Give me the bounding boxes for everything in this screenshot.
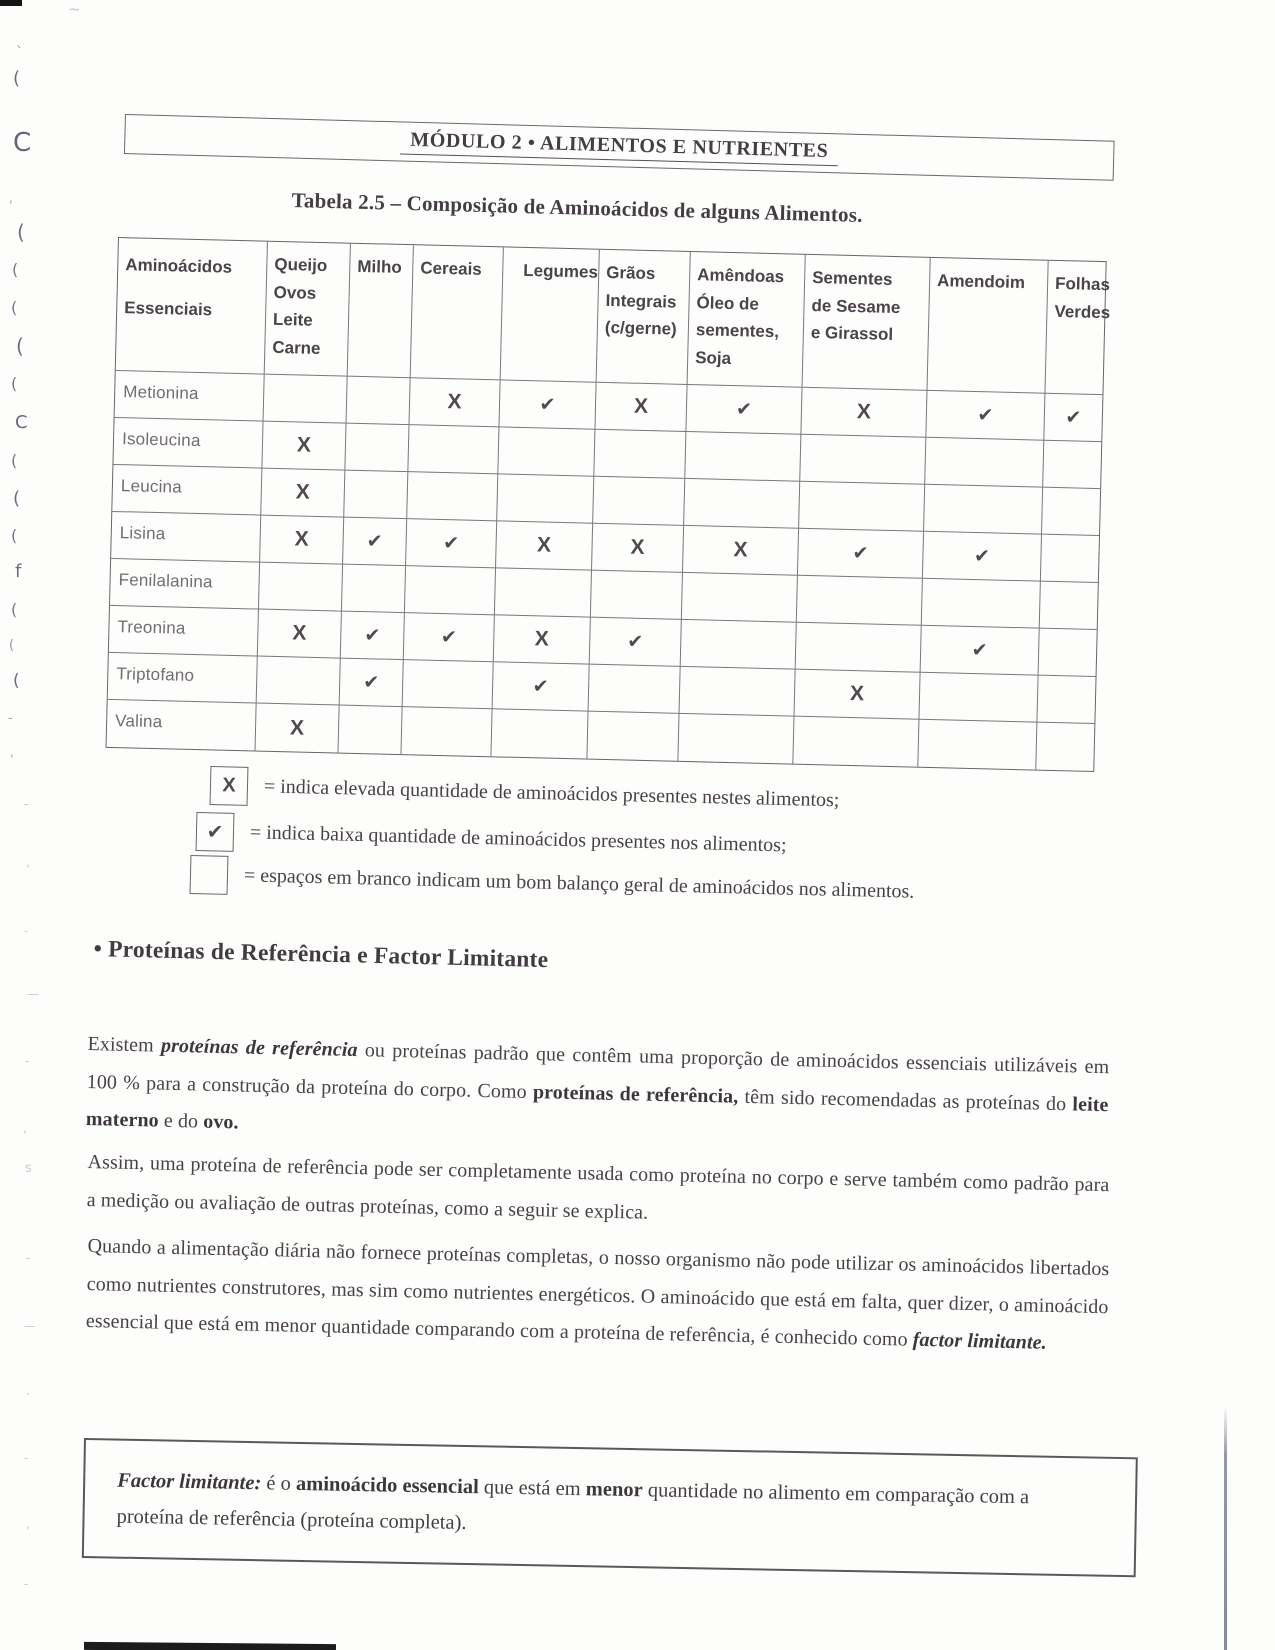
mark-empty [925,438,1044,488]
binding-mark-icon: ~ [68,0,81,18]
header-line: Amêndoas [697,265,785,287]
header-line: sementes, [695,320,780,342]
legend-text: = indica baixa quantidade de aminoácidos presentes nos alimentos; [249,821,787,857]
text-segment: proteínas de referência [160,1034,358,1062]
mark-high: X [496,521,593,570]
mark-low: ✔ [406,519,497,568]
mark-high: X [801,388,927,438]
module-header-box [124,114,1115,181]
mark-empty [793,717,919,767]
row-label: Valina [107,700,257,751]
mark-high: X [262,422,346,471]
table-header-cell [411,245,504,380]
header-line: Grãos [606,262,656,284]
binding-mark-icon: ( [11,451,18,470]
text-segment: que está em [478,1476,586,1501]
scan-bottom-edge-artifact [84,1642,336,1650]
header-line: Amendoim [936,271,1026,293]
table-header-cell [927,258,1048,394]
text-segment: quantidade no alimento em comparação com a proteína de referência (proteína completa). [116,1479,1030,1535]
mark-low: ✔ [926,391,1045,441]
mark-empty [405,566,496,615]
section-heading: • Proteínas de Referência e Factor Limitante [93,936,549,974]
legend-text: = indica elevada quantidade de aminoácidos presentes nestes alimentos; [263,775,840,812]
factor-limitante-text [116,1463,1047,1553]
table-header-cell [116,238,268,375]
binding-mark-icon: · [26,1387,30,1401]
mark-empty [922,579,1041,629]
binding-mark-icon: - [25,1054,30,1068]
text-segment: ou proteínas padrão que contêm uma proporção de aminoácidos essenciais utilizáveis em 100 % para a construção da proteína do corpo. Como [86,1039,1110,1103]
binding-mark-icon: - [24,924,29,938]
mark-empty [1040,582,1098,630]
row-label: Isoleucina [113,418,263,469]
header-line: de Sesame [811,295,901,317]
mark-empty [796,623,922,673]
paragraph [85,1026,1109,1162]
mark-empty [682,573,798,623]
mark-empty [1041,535,1099,583]
table-header-cell [1045,261,1111,395]
mark-empty [259,563,343,612]
table-header-cell [688,252,806,388]
binding-mark-icon: ( [13,488,21,509]
paragraph [85,1228,1109,1364]
binding-mark-icon: , [23,1121,27,1135]
scan-corner-artifact [0,0,22,6]
mark-empty [347,377,411,426]
text-segment: Existem [87,1032,162,1057]
row-label: Leucina [112,465,262,516]
mark-empty [408,425,499,474]
legend-row [190,855,915,912]
mark-empty [407,472,498,521]
legend-blank-symbol [190,855,229,895]
mark-low: ✔ [1044,394,1102,442]
mark-low: ✔ [923,532,1042,582]
text-segment: é o [261,1472,297,1495]
binding-mark-icon: , [26,1517,30,1531]
text-segment: e do [158,1109,204,1133]
binding-mark-icon: - [24,1577,29,1591]
mark-empty [342,565,406,614]
text-segment: ovo. [202,1110,239,1134]
legend-low-symbol: ✔ [196,812,235,852]
header-line: Integrais [605,290,677,312]
binding-mark-icon: ( [16,334,24,358]
header-line: Soja [695,347,732,368]
row-label: Triptofano [108,653,258,704]
mark-empty [587,712,679,761]
mark-empty [918,720,1037,770]
mark-empty [924,485,1043,535]
legend-text: = espaços em branco indicam um bom balanço geral de aminoácidos nos alimentos. [243,864,915,903]
text-segment: aminoácido essencial [295,1472,479,1499]
binding-mark-icon: C [13,128,32,158]
table-header-cell [265,242,351,377]
header-line: e Girassol [810,323,894,345]
binding-mark-icon: ( [11,600,18,619]
binding-mark-icon: ( [13,68,21,89]
table-header-cell [348,244,414,378]
text-segment: têm sido recomendadas as proteínas do [738,1085,1073,1115]
header-line: Ovos [273,282,317,303]
mark-empty [1036,723,1094,771]
mark-empty [681,620,797,670]
header-line: Verdes [1054,301,1111,322]
text-segment: Quando a alimentação diária não fornece proteínas completas, o nosso organismo não pode utilizar os aminoácidos libertados como nutrientes construtores, mas sim como nutrientes energéticos. O aminoácido que está em falta, quer dizer, o aminoácido essencial que está em menor quantidade comparando com a proteína de referência, é conhecido como [85,1234,1110,1351]
legend-high-symbol: X [210,766,249,806]
mark-empty [591,571,683,620]
binding-mark-icon: ` [16,45,23,61]
mark-empty [403,660,494,709]
binding-mark-icon: - [24,1451,29,1465]
binding-mark-icon: ( [9,638,15,653]
mark-low: ✔ [340,659,404,708]
mark-high: X [261,469,345,518]
header-line: Cereais [420,258,482,279]
row-label: Metionina [115,371,265,422]
header-line: Sementes [811,267,893,289]
mark-low: ✔ [341,612,405,661]
mark-empty [594,430,686,479]
mark-empty [797,576,923,626]
mark-low: ✔ [343,518,407,567]
mark-empty [338,706,402,755]
mark-empty [264,375,348,424]
text-segment: Assim, uma proteína de referência pode ser completamente usada como proteína no corpo e serve também como padrão para a medição ou avaliação de outras proteínas, como a seguir se explica. [86,1150,1110,1224]
header-line: Essenciais [124,297,213,319]
mark-high: X [595,383,687,432]
header-line: Aminoácidos [125,255,233,277]
scan-edge-line [1224,1406,1227,1650]
mark-low: ✔ [686,385,802,435]
factor-limitante-box [82,1438,1138,1577]
text-segment: proteínas de referência, [532,1080,739,1108]
legend-row [210,766,840,820]
mark-empty [589,665,681,714]
binding-mark-icon: , [26,855,30,869]
mark-low: ✔ [499,380,596,429]
mark-empty [401,707,492,756]
mark-low: ✔ [798,529,924,579]
mark-empty [491,709,588,758]
mark-high: X [260,516,344,565]
header-line: Óleo de [696,292,760,314]
mark-empty [680,667,796,717]
mark-empty [257,657,341,706]
binding-mark-icon: C [15,412,28,433]
mark-empty [498,427,595,476]
binding-mark-icon: - [8,711,13,726]
mark-high: X [592,524,684,573]
mark-empty [593,477,685,526]
table-title: Tabela 2.5 – Composição de Aminoácidos de alguns Alimentos. [291,188,863,227]
module-header-title: MÓDULO 2 • ALIMENTOS E NUTRIENTES [400,128,839,166]
mark-high: X [794,670,920,720]
text-segment: Factor limitante: [117,1469,262,1495]
mark-empty [1043,441,1101,489]
mark-empty [1037,676,1095,724]
binding-mark-icon: ( [11,526,18,545]
text-segment: factor limitante. [912,1328,1047,1354]
header-line: (c/gerne) [604,317,677,339]
header-line: Milho [357,256,402,277]
mark-empty [344,471,408,520]
mark-low: ✔ [404,613,495,662]
mark-low: ✔ [590,618,682,667]
header-line: Folhas [1054,273,1111,295]
header-line: Carne [272,337,321,358]
mark-low: ✔ [493,662,590,711]
mark-high: X [494,615,591,664]
mark-empty [345,424,409,473]
paragraph [86,1144,1109,1242]
mark-high: X [258,610,342,659]
table-header-cell [803,255,931,391]
mark-empty [684,479,800,529]
binding-mark-icon: — [24,1319,36,1333]
mark-low: ✔ [921,626,1040,676]
mark-empty [1039,629,1097,677]
binding-mark-icon: - [26,1251,31,1265]
text-segment: menor [585,1478,643,1502]
binding-mark-icon: ( [17,220,25,244]
binding-mark-icon: , [9,191,13,205]
header-line: Queijo [274,254,328,276]
mark-empty [678,714,794,764]
row-label: Fenilalanina [110,559,260,610]
mark-empty [919,673,1038,723]
mark-empty [1042,488,1100,536]
binding-mark-icon: ( [11,298,18,317]
mark-empty [497,474,594,523]
amino-acids-table [106,237,1111,772]
binding-mark-icon: f [15,561,22,582]
mark-high: X [255,704,339,753]
mark-high: X [683,526,799,576]
row-label: Lisina [111,512,261,563]
binding-mark-icon: ( [12,260,19,279]
header-line: Legumes [523,260,599,282]
binding-mark-icon: ( [11,374,18,393]
mark-empty [685,432,801,482]
binding-mark-icon: ( [13,671,20,691]
mark-high: X [409,378,500,427]
header-line: Leite [272,309,313,330]
text-segment: leite materno [85,1092,1109,1132]
mark-empty [799,482,925,532]
binding-mark-icon: - [24,797,29,811]
binding-mark-icon: s [25,1161,32,1176]
binding-mark-icon: , [10,745,14,759]
table-header-cell [501,247,600,382]
mark-empty [495,568,592,617]
binding-mark-icon: — [27,987,39,1001]
mark-empty [800,435,926,485]
row-label: Treonina [109,606,259,657]
